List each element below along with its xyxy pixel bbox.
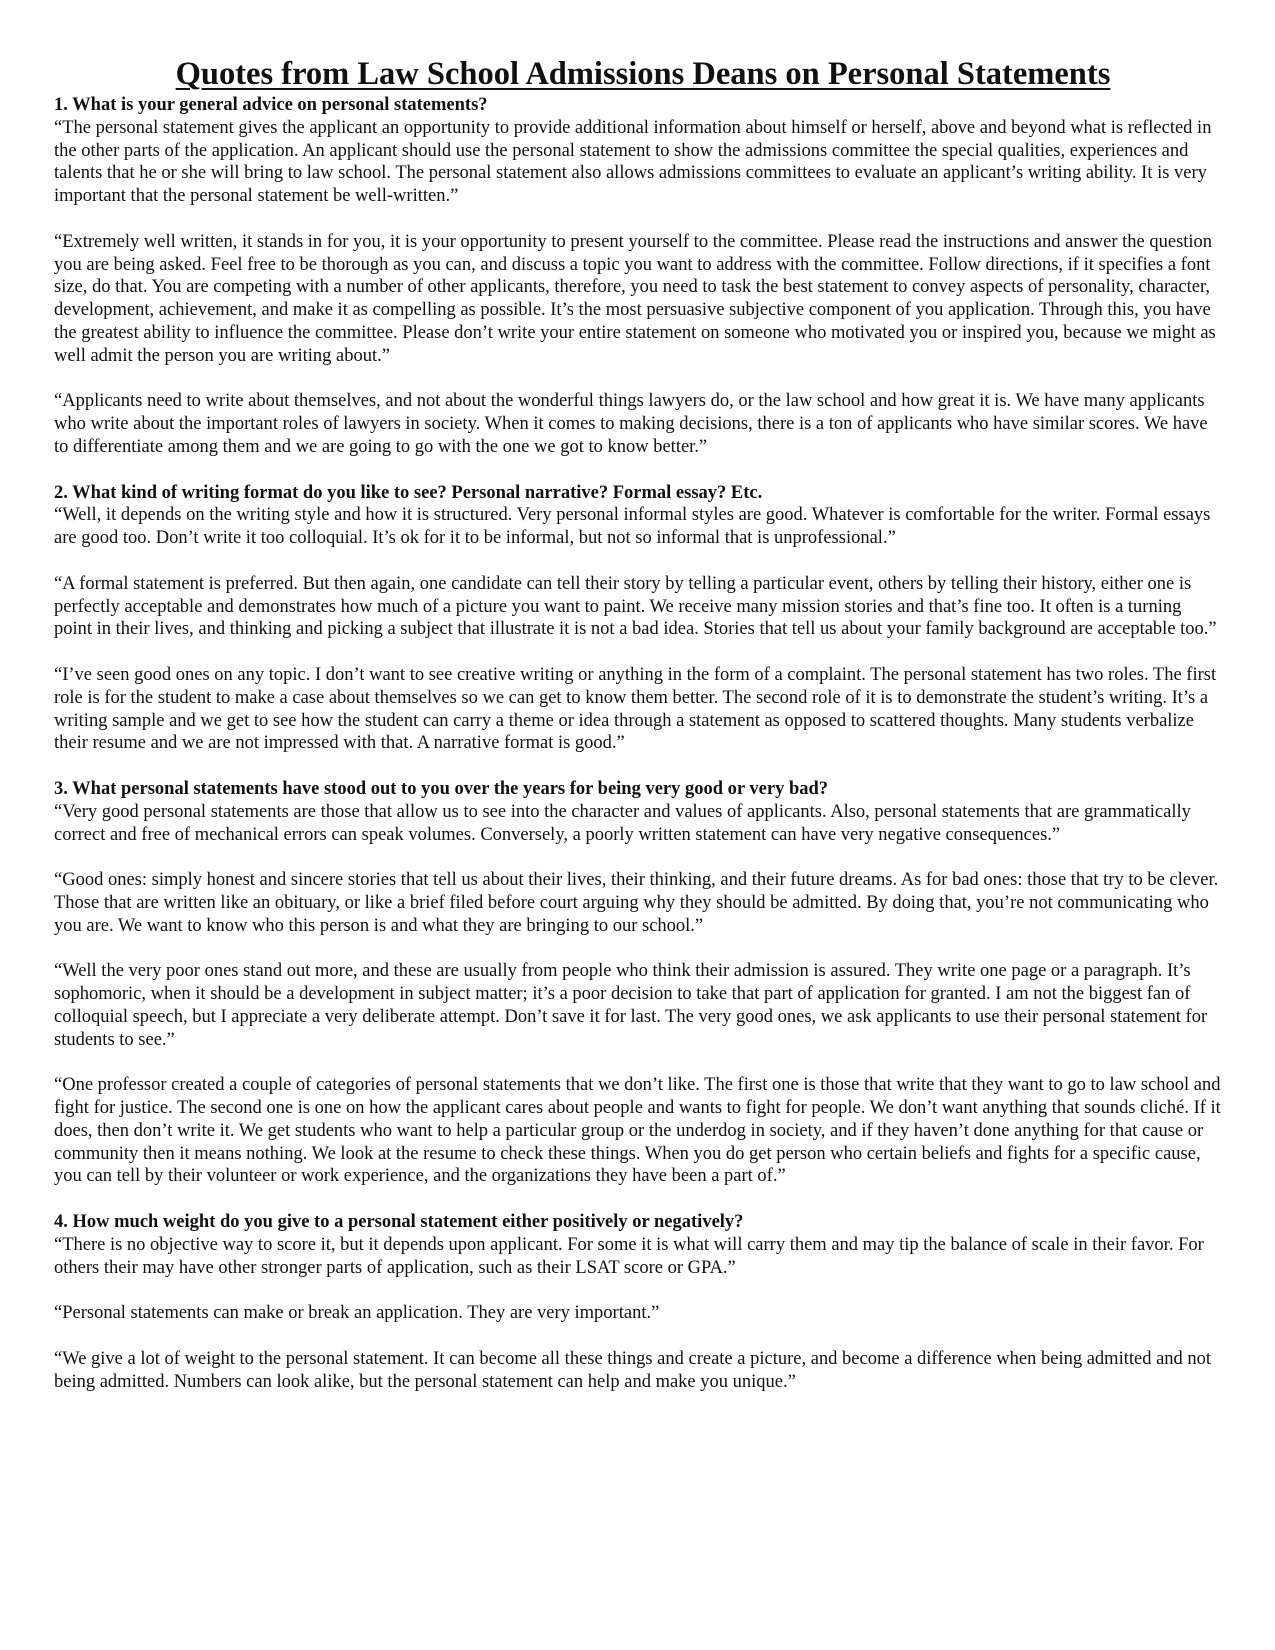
quote-paragraph: “A formal statement is preferred. But then again, one candidate can tell their story by telling a particular event, others by telling their history, either one is perfectly acceptable and demonstrates how much of a picture you want to paint. We receive many mission stories and that’s fine too. It often is a turning point in their lives, and thinking and picking a subject that illustrate it is not a bad idea. Stories that tell us about your family background are acceptable too.” bbox=[54, 573, 1217, 640]
question-heading: 4. How much weight do you give to a personal statement either positively or negatively? bbox=[54, 1212, 744, 1233]
question-heading: 3. What personal statements have stood out to you over the years for being very good or very bad? bbox=[54, 778, 829, 799]
quote-paragraph: “Extremely well written, it stands in for you, it is your opportunity to present yourself to the committee. Please read the instructions and answer the question you are being asked. Feel free to be thorough as you can, and discuss a topic you want to address with the committee. Follow directions, if it specifies a font size, do that. You are competing with a number of other applicants, therefore, you need to task the best statement to convey aspects of personality, character, development, achievement, and make it as compelling as possible. It’s the most persuasive subjective component of you application. Through this, you have the greatest ability to influence the committee. Please don’t write your entire statement on someone who motivated you or inspired you, because we might as well admit the person you are writing about.” bbox=[54, 231, 1216, 366]
section-4 bbox=[54, 1211, 1224, 1393]
section-1 bbox=[54, 94, 1224, 459]
quote-paragraph: “The personal statement gives the applicant an opportunity to provide additional information about himself or herself, above and beyond what is reflected in the other parts of the application. An applicant should use the personal statement to show the admissions committee the special qualities, experiences and talents that he or she will bring to law school. The personal statement also allows admissions committees to evaluate an applicant’s writing ability. It is very important that the personal statement be well-written.” bbox=[54, 117, 1212, 207]
quote-paragraph: “Well the very poor ones stand out more, and these are usually from people who think their admission is assured. They write one page or a paragraph. It’s sophomoric, when it should be a development in subject matter; it’s a poor decision to take that part of application for granted. I am not the biggest fan of colloquial speech, but I appreciate a very deliberate attempt. Don’t save it for last. The very good ones, we ask applicants to use their personal statement for students to see.” bbox=[54, 961, 1208, 1050]
quote-paragraph: “We give a lot of weight to the personal statement. It can become all these things and create a picture, and become a difference when being admitted and not being admitted. Numbers can look alike, but the personal statement can help and make you unique.” bbox=[54, 1348, 1212, 1392]
question-heading: 1. What is your general advice on personal statements? bbox=[54, 95, 488, 115]
section-3 bbox=[54, 778, 1224, 1188]
quote-paragraph: “Very good personal statements are those that allow us to see into the character and values of applicants. Also, personal statements that are grammatically correct and free of mechanical errors can speak volumes. Conversely, a poorly written statement can have very negative consequences.” bbox=[54, 801, 1191, 845]
page-title: Quotes from Law School Admissions Deans on Personal Statements bbox=[175, 56, 1111, 92]
section-2 bbox=[54, 482, 1224, 756]
quote-paragraph: “Good ones: simply honest and sincere stories that tell us about their lives, their thinking, and their future dreams. As for bad ones: those that try to be clever. Those that are written like an obituary, or like a brief filed before court arguing why they should be admitted. By doing that, you’re not communicating who you are. We want to know who this person is and what they are bringing to our school.” bbox=[54, 870, 1219, 936]
quote-paragraph: “I’ve seen good ones on any topic. I don’t want to see creative writing or anything in the form of a complaint. The personal statement has two roles. The first role is for the student to make a case about themselves so we can get to know them better. The second role of it is to demonstrate the student’s writing. It’s a writing sample and we get to see how the student can carry a theme or idea through a statement as opposed to scattered thoughts. Many students verbalize their resume and we are not impressed with that. A narrative format is good.” bbox=[54, 664, 1217, 754]
document-page bbox=[54, 54, 1224, 1416]
quote-paragraph: “Personal statements can make or break an application. They are very important.” bbox=[54, 1303, 660, 1324]
question-heading: 2. What kind of writing format do you like to see? Personal narrative? Formal essay? Etc. bbox=[54, 482, 763, 503]
quote-paragraph: “One professor created a couple of categories of personal statements that we don’t like. The first one is those that write that they want to go to law school and fight for justice. The second one is one on how the applicant cares about people and wants to fight for people. We don’t want anything that sounds cliché. If it does, then don’t write it. We get students who want to help a particular group or the underdog in society, and if they haven’t done anything for that cause or community then it means nothing. We look at the resume to check these things. When you do get person who certain beliefs and fights for a specific cause, you can tell by their volunteer or work experience, and the organizations they have been a part of.” bbox=[54, 1075, 1221, 1187]
quote-paragraph: “Well, it depends on the writing style and how it is structured. Very personal informal styles are good. Whatever is comfortable for the writer. Formal essays are good too. Don’t write it too colloquial. It’s ok for it to be informal, but not so informal that is unprofessional.” bbox=[54, 505, 1211, 549]
quote-paragraph: “There is no objective way to score it, but it depends upon applicant. For some it is what will carry them and may tip the balance of scale in their favor. For others their may have other stronger parts of application, such as their LSAT score or GPA.” bbox=[54, 1234, 1204, 1278]
quote-paragraph: “Applicants need to write about themselves, and not about the wonderful things lawyers do, or the law school and how great it is. We have many applicants who write about the important roles of lawyers in society. When it comes to making decisions, there is a ton of applicants who have similar scores. We have to differentiate among them and we are going to go with the one we got to know better.” bbox=[54, 391, 1208, 457]
